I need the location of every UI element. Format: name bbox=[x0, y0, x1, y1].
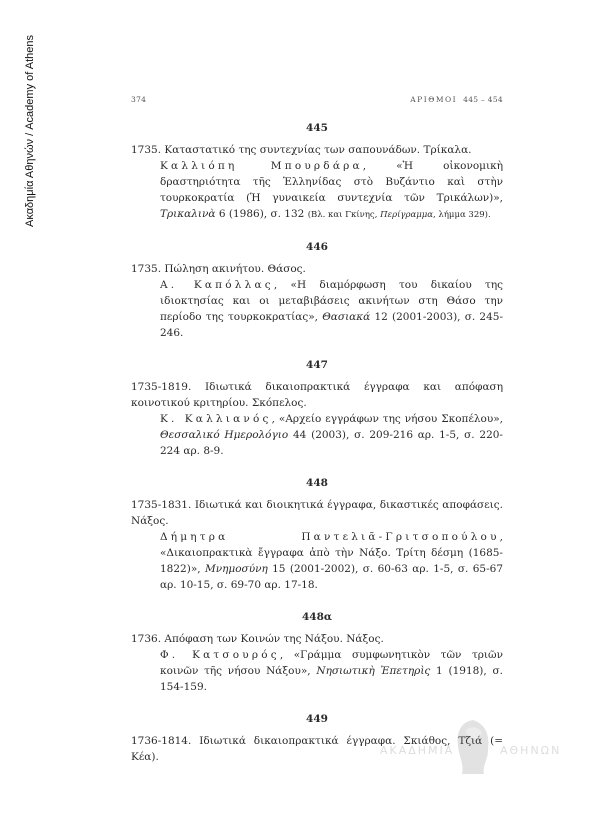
entry-note: (Βλ. και Γκίνης, Περίγραμμα, λήμμα 329). bbox=[307, 210, 491, 220]
entry-number: 449 bbox=[306, 713, 328, 725]
entry-number: 448 bbox=[306, 477, 328, 489]
entry-heading: 1735-1831. Ιδιωτικά και διοικητικά έγγραφα, δικαστικές αποφάσεις. Νάξος. bbox=[131, 499, 503, 527]
entry-citation: 1 (1918), σ. 154-159. bbox=[160, 665, 503, 693]
entry-heading: 1735. Καταστατικό της συντεχνίας των σαπουνάδων. Τρίκαλα. bbox=[131, 144, 472, 156]
entry-citation: 6 (1986), σ. 132 bbox=[215, 208, 308, 220]
entry-citation: 44 (2003), σ. 209-216 αρ. 1-5, σ. 220-224 αρ. 8-9. bbox=[160, 429, 503, 457]
entry-number: 446 bbox=[306, 241, 328, 253]
entry-range: 445 – 454 bbox=[463, 95, 503, 104]
running-header bbox=[131, 92, 503, 106]
entry-heading: 1736-1814. Ιδιωτικά δικαιοπρακτικά έγγραφα. Σκιάθος, Τζιά (= Κέα). bbox=[131, 735, 503, 763]
page-number: 374 bbox=[131, 95, 147, 104]
entry-article: , «Αρχείο εγγράφων της νήσου Σκοπέλου», bbox=[271, 413, 503, 425]
running-title: ΑΡΙΘΜΟΙ 445 – 454 bbox=[410, 95, 503, 104]
entry-reference bbox=[131, 529, 503, 593]
athena-head-icon bbox=[450, 716, 496, 778]
entry-author: Δήμητρα Παντελιᾶ-Γριτσοπούλου bbox=[160, 531, 500, 543]
side-label-academy: Ακαδημία Αθηνών / Academy of Athens bbox=[24, 35, 36, 228]
entry-article: , «Δικαιοπρακτικὰ ἔγγραφα ἀπὸ τὴν Νάξο. Τρίτη δέσμη (1685-1822)», bbox=[160, 531, 503, 575]
entry-author: Κ. Καλλιανός bbox=[160, 413, 272, 425]
entry-reference bbox=[131, 277, 503, 341]
entry-citation: 12 (2001-2003), σ. 245-246. bbox=[160, 311, 503, 339]
entry-journal: Θασιακά bbox=[322, 311, 371, 323]
document-page bbox=[131, 92, 503, 765]
entry-446 bbox=[131, 239, 503, 341]
entry-reference bbox=[131, 158, 503, 223]
entry-citation: 15 (2001-2002), σ. 60-63 αρ. 1-5, σ. 65-67 αρ. 10-15, σ. 69-70 αρ. 17-18. bbox=[160, 563, 503, 591]
entry-reference bbox=[131, 411, 503, 459]
academy-watermark-logo bbox=[380, 716, 560, 780]
entry-number: 447 bbox=[306, 359, 328, 371]
entry-reference bbox=[131, 647, 503, 695]
entry-heading: 1735. Πώληση ακινήτου. Θάσος. bbox=[131, 263, 306, 275]
entry-heading: 1736. Απόφαση των Κοινών της Νάξου. Νάξος. bbox=[131, 633, 384, 645]
entry-448 bbox=[131, 475, 503, 593]
entry-447 bbox=[131, 357, 503, 459]
entry-heading: 1735-1819. Ιδιωτικά δικαιοπρακτικά έγγραφα και απόφαση κοινοτικού κριτηρίου. Σκόπελος. bbox=[131, 381, 503, 409]
entry-journal: Νησιωτικὴ Ἐπετηρὶς bbox=[316, 665, 431, 677]
entry-number: 448α bbox=[302, 611, 332, 623]
entry-author: Καλλιόπη Μπουρδάρα bbox=[160, 160, 363, 172]
entry-author: Α. Καπόλλας bbox=[160, 279, 274, 291]
watermark-left-word: ΑΚΑΔΗΜΙΑ bbox=[380, 744, 455, 757]
entry-journal: Θεσσαλικό Ημερολόγιο bbox=[160, 429, 289, 441]
entry-journal: Τρικαλινὰ bbox=[160, 208, 216, 220]
watermark-right-word: ΑΘΗΝΩΝ bbox=[500, 744, 562, 757]
entry-author: Φ. Κατσουρός bbox=[160, 649, 280, 661]
entry-number: 445 bbox=[306, 122, 328, 134]
entry-448a bbox=[131, 609, 503, 695]
entry-445 bbox=[131, 120, 503, 223]
entry-article: , «Η διαμόρφωση του δικαίου της ιδιοκτησίας και οι μεταβιβάσεις ακινήτων στη Θάσο την περίοδο της τουρκοκρατίας», bbox=[160, 279, 503, 323]
entry-journal: Μνημοσύνη bbox=[204, 563, 268, 575]
entry-article: , «Γράμμα συμφωνητικὸν τῶν τριῶν κοινῶν τῆς νήσου Νάξου», bbox=[160, 649, 503, 677]
entry-article: , «Ἡ οἰκονομικὴ δραστηριότητα τῆς Ἑλληνίδας στὸ Βυζάντιο καὶ στὴν τουρκοκρατία (Ἡ γυναικεία συντεχνία τῶν Τρικάλων)», bbox=[160, 160, 503, 204]
